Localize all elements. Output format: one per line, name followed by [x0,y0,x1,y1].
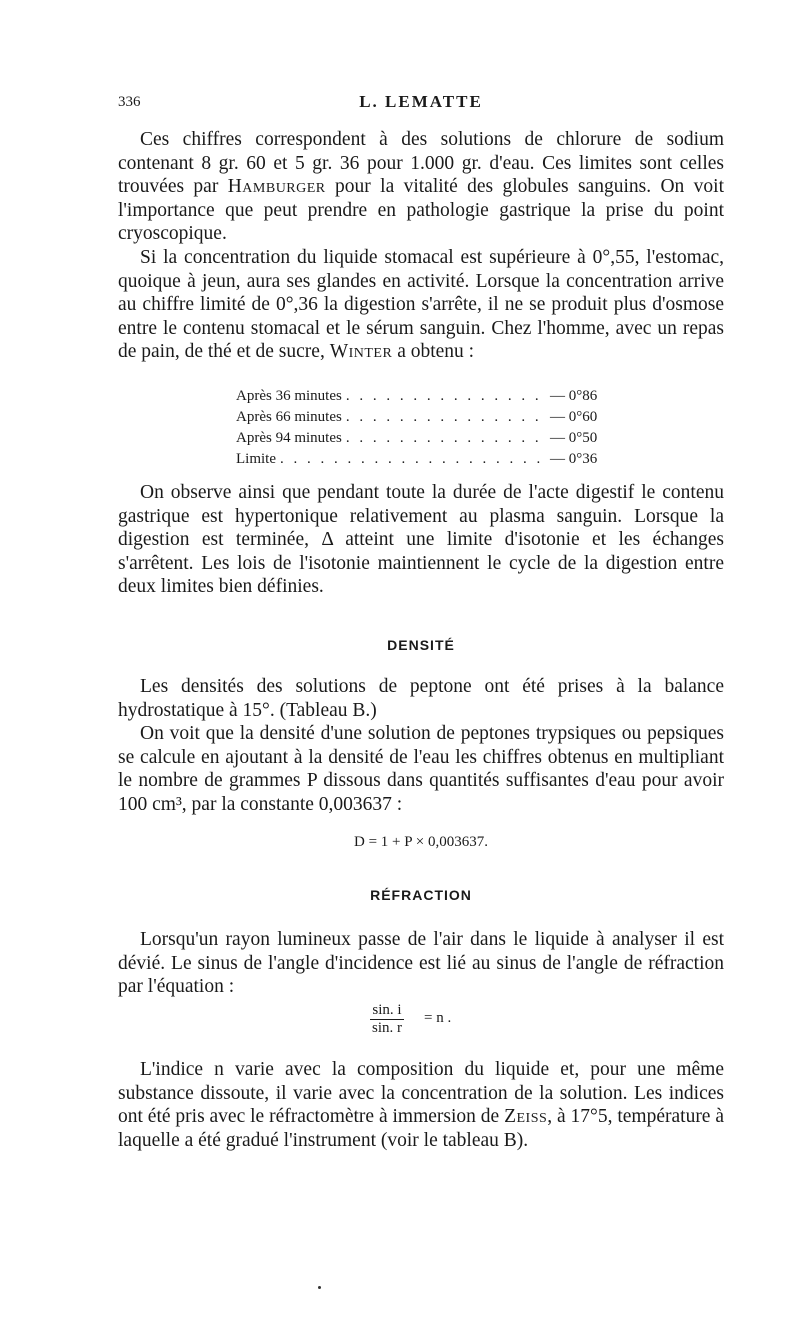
paragraph-chlorure: Ces chiffres correspondent à des solutions de chlorure de sodium contenant 8 gr. 60 et 5 gr. 36 pour 1.000 gr. d'eau. Ces limites sont celles trouvées par Hamburger pour la vitalité des globules sanguins. On voit l'importance que peut prendre en pathologie gastrique la prise du point cryoscopique. [118,129,724,245]
paragraph-densites: Les densités des solutions de peptone ont été prises à la balance hydrostatique à 15°. (Tableau B.) [118,676,724,721]
table-row: Limite . . . — 0°36 [236,449,596,470]
section-heading-densite: DENSITÉ [387,637,455,653]
paragraph-concentration: Si la concentration du liquide stomacal est supérieure à 0°,55, l'estomac, quoique à jeun, aura ses glandes en activité. Lorsque la concentration arrive au chiffre limité de 0°,36 la digestion s'arrête, il ne se produit plus d'osmose entre le contenu stomacal et le sérum sanguin. Chez l'homme, avec un repas de pain, de thé et de sucre, Winter a obtenu : [118,247,724,363]
winter-results-table [236,386,596,470]
snell-formula [370,1002,452,1037]
author-winter: Winter [329,341,393,363]
paragraph-rayon: Lorsqu'un rayon lumineux passe de l'air dans le liquide à analyser il est dévié. Le sinus de l'angle d'incidence est lié au sinus de l'angle de réfraction par l'équation : [118,929,724,998]
table-row: Après 66 minutes . . . — 0°60 [236,407,596,428]
snell-denominator: sin. r [372,1020,402,1036]
snell-numerator: sin. i [370,1002,404,1020]
page-number: 336 [118,94,141,110]
author-zeiss: Zeiss [504,1106,548,1128]
table-row: Après 94 minutes . . . — 0°50 [236,428,596,449]
paragraph-indice: L'indice n varie avec la composition du liquide et, pour une même substance dissoute, il varie avec la concentration de la solution. Les indices ont été pris avec le réfractomètre à immersion de Zeiss, à 17°5, température à laquelle a été gradué l'instrument (voir le tableau B). [118,1059,724,1151]
paragraph-peptones: On voit que la densité d'une solution de peptones trypsiques ou pepsiques se calcule en ajoutant à la densité de l'eau les chiffres obtenus en multipliant le nombre de grammes P dissous dans quantités suffisantes d'eau pour avoir 100 cm³, par la constante 0,003637 : [118,723,724,815]
author-hamburger: Hamburger [227,176,326,198]
snell-rhs: = n . [424,1010,452,1026]
paragraph-hypertonique: On observe ainsi que pendant toute la durée de l'acte digestif le contenu gastrique est hypertonique relativement au plasma sanguin. Lorsque la digestion est terminée, Δ atteint une limite d'isotonie et les échanges s'arrêtent. Les lois de l'isotonie maintiennent le cycle de la digestion entre deux limites bien définies. [118,482,724,598]
section-heading-refraction: RÉFRACTION [370,887,472,903]
print-speck [318,1286,321,1289]
running-title: L. LEMATTE [359,92,483,111]
page-header [118,92,724,116]
table-row: Après 36 minutes . . . — 0°86 [236,386,596,407]
density-formula: D = 1 + P × 0,003637. [354,834,488,850]
